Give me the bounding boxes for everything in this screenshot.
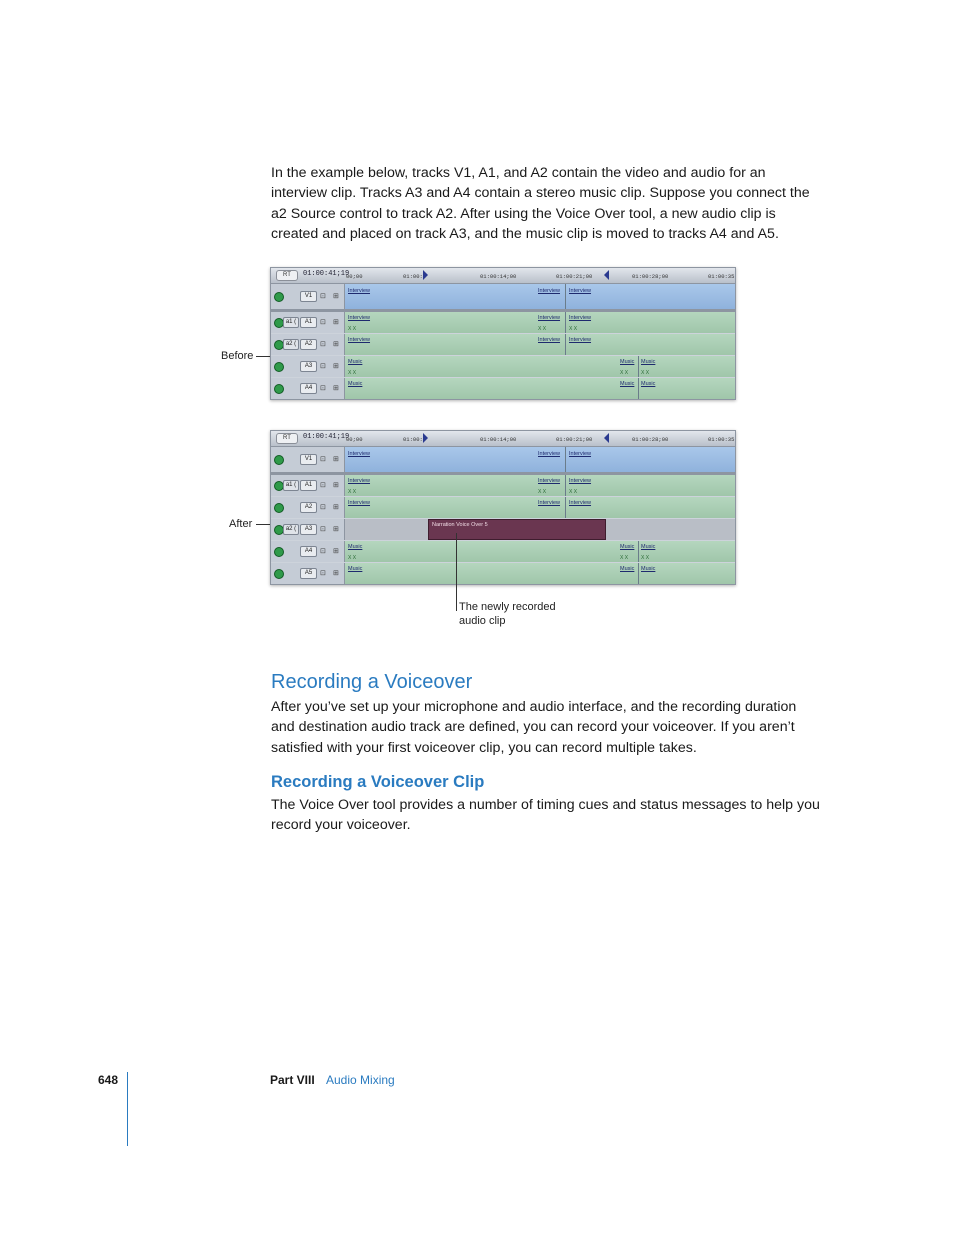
subsection-paragraph bbox=[271, 795, 841, 836]
clip-interview[interactable]: Interview bbox=[538, 478, 561, 484]
auto-select-icon[interactable]: ⊞ bbox=[333, 293, 339, 300]
auto-select-icon[interactable]: ⊞ bbox=[333, 526, 339, 533]
new-clip-callout bbox=[459, 600, 556, 628]
edit-point[interactable] bbox=[638, 356, 639, 377]
clip-interview[interactable]: Interview bbox=[538, 315, 561, 321]
destination-control[interactable]: A4 bbox=[300, 546, 317, 557]
clip-music[interactable]: Music bbox=[641, 566, 656, 572]
before-leader-line bbox=[256, 356, 271, 357]
clip-music[interactable]: Music bbox=[620, 359, 635, 365]
clip-interview[interactable]: Interview bbox=[348, 478, 371, 484]
sync-marks: X X bbox=[620, 370, 629, 376]
footer-rule bbox=[127, 1072, 128, 1146]
ruler-label: 01:00:35 bbox=[708, 273, 735, 280]
lock-icon[interactable]: ⊡ bbox=[320, 548, 326, 555]
track-patch-panel bbox=[271, 563, 345, 584]
rt-button[interactable]: RT bbox=[276, 270, 298, 281]
track-patch-panel bbox=[271, 447, 345, 472]
timeline-after bbox=[270, 430, 736, 585]
clip-interview[interactable]: Interview bbox=[348, 500, 371, 506]
track-a1 bbox=[271, 312, 735, 333]
ruler-label: 01:00:35 bbox=[708, 436, 735, 443]
ruler-label: 01:00:0 bbox=[403, 273, 427, 280]
auto-select-icon[interactable]: ⊞ bbox=[333, 570, 339, 577]
track-visibility-icon[interactable] bbox=[274, 455, 284, 465]
audio-lane bbox=[345, 334, 735, 355]
track-v1 bbox=[271, 284, 735, 309]
clip-interview[interactable]: Interview bbox=[348, 288, 371, 294]
clip-music[interactable]: Music bbox=[620, 381, 635, 387]
intro-line-4: created and placed on track A3, and the music clip is moved to tracks A4 and A5. bbox=[271, 225, 779, 242]
intro-line-2: interview clip. Tracks A3 and A4 contain a stereo music clip. Suppose you connect the bbox=[271, 185, 810, 202]
page-number: 648 bbox=[98, 1073, 119, 1087]
destination-control[interactable]: A2 bbox=[300, 502, 317, 513]
sync-marks: X X bbox=[538, 326, 547, 332]
auto-select-icon[interactable]: ⊞ bbox=[333, 504, 339, 511]
sync-marks: X X bbox=[348, 370, 357, 376]
track-a5 bbox=[271, 563, 735, 584]
section-line-2: and destination audio track are defined, you can record your voiceover. If you aren’t bbox=[271, 719, 795, 736]
destination-control[interactable]: V1 bbox=[300, 454, 317, 465]
section-line-1: After you’ve set up your microphone and audio interface, and the recording duration bbox=[271, 699, 797, 715]
sync-marks: X X bbox=[641, 555, 650, 561]
ruler-label: 01:00:28;00 bbox=[632, 273, 669, 280]
clip-interview[interactable]: Interview bbox=[538, 288, 561, 294]
destination-control[interactable]: A5 bbox=[300, 568, 317, 579]
new-clip-callout-line-2: audio clip bbox=[459, 615, 506, 627]
destination-control[interactable]: A3 bbox=[300, 524, 317, 535]
after-label: After bbox=[229, 518, 253, 530]
auto-select-icon[interactable]: ⊞ bbox=[333, 319, 339, 326]
audio-lane bbox=[345, 541, 735, 562]
clip-interview[interactable]: Interview bbox=[569, 478, 592, 484]
video-lane bbox=[345, 284, 735, 309]
lock-icon[interactable]: ⊡ bbox=[320, 456, 326, 463]
lock-icon[interactable]: ⊡ bbox=[320, 570, 326, 577]
intro-paragraph bbox=[271, 163, 831, 244]
track-a2 bbox=[271, 497, 735, 518]
ruler-label: 00;00 bbox=[346, 273, 363, 280]
section-heading: Recording a Voiceover bbox=[271, 671, 473, 693]
track-audible-icon[interactable] bbox=[274, 362, 284, 372]
ruler-label: 01:00:14;00 bbox=[480, 273, 517, 280]
ruler-label: 01:00:21;00 bbox=[556, 273, 593, 280]
clip-music[interactable]: Music bbox=[641, 381, 656, 387]
section-paragraph bbox=[271, 697, 831, 758]
lock-icon[interactable]: ⊡ bbox=[320, 385, 326, 392]
lock-icon[interactable]: ⊡ bbox=[320, 482, 326, 489]
track-patch-panel bbox=[271, 519, 345, 540]
audio-lane bbox=[345, 356, 735, 377]
track-patch-panel bbox=[271, 356, 345, 377]
track-audible-icon[interactable] bbox=[274, 503, 284, 513]
clip-music[interactable]: Music bbox=[348, 544, 363, 550]
edit-point[interactable] bbox=[638, 378, 639, 399]
source-control[interactable]: a2 ( bbox=[283, 524, 299, 535]
track-patch-panel bbox=[271, 497, 345, 518]
auto-select-icon[interactable]: ⊞ bbox=[333, 385, 339, 392]
track-a4 bbox=[271, 378, 735, 399]
sync-marks: X X bbox=[569, 326, 578, 332]
edit-point[interactable] bbox=[565, 475, 566, 496]
clip-music[interactable]: Music bbox=[641, 544, 656, 550]
lock-icon[interactable]: ⊡ bbox=[320, 526, 326, 533]
clip-interview[interactable]: Interview bbox=[569, 337, 592, 343]
clip-interview[interactable]: Interview bbox=[569, 315, 592, 321]
playhead-icon[interactable] bbox=[423, 270, 428, 280]
track-a2 bbox=[271, 334, 735, 355]
edit-point[interactable] bbox=[565, 447, 566, 472]
subsection-line-1: The Voice Over tool provides a number of timing cues and status messages to help you bbox=[271, 797, 820, 813]
source-control[interactable]: a2 ( bbox=[283, 339, 299, 350]
clip-interview[interactable]: Interview bbox=[348, 315, 371, 321]
track-patch-panel bbox=[271, 475, 345, 496]
new-voiceover-clip[interactable] bbox=[428, 519, 606, 540]
clip-music[interactable]: Music bbox=[620, 566, 635, 572]
source-control[interactable]: a1 ( bbox=[283, 317, 299, 328]
audio-lane bbox=[345, 312, 735, 333]
audio-lane bbox=[345, 475, 735, 496]
track-a3 bbox=[271, 356, 735, 377]
lock-icon[interactable]: ⊡ bbox=[320, 293, 326, 300]
clip-interview[interactable]: Interview bbox=[569, 500, 592, 506]
sync-marks: X X bbox=[348, 489, 357, 495]
timeline-ruler bbox=[271, 268, 735, 284]
auto-select-icon[interactable]: ⊞ bbox=[333, 341, 339, 348]
intro-line-3: a2 Source control to track A2. After using the Voice Over tool, a new audio clip is bbox=[271, 205, 776, 222]
sync-marks: X X bbox=[641, 370, 650, 376]
out-point-icon[interactable] bbox=[604, 270, 609, 280]
audio-lane bbox=[345, 563, 735, 584]
clip-music[interactable]: Music bbox=[348, 359, 363, 365]
destination-control[interactable]: A1 bbox=[300, 317, 317, 328]
lock-icon[interactable]: ⊡ bbox=[320, 341, 326, 348]
track-a4 bbox=[271, 541, 735, 562]
track-a1 bbox=[271, 475, 735, 496]
destination-control[interactable]: A1 bbox=[300, 480, 317, 491]
clip-interview[interactable]: Interview bbox=[569, 451, 592, 457]
track-patch-panel bbox=[271, 312, 345, 333]
ruler-label: 01:00:28;00 bbox=[632, 436, 669, 443]
track-patch-panel bbox=[271, 541, 345, 562]
destination-control[interactable]: A4 bbox=[300, 383, 317, 394]
auto-select-icon[interactable]: ⊞ bbox=[333, 363, 339, 370]
track-a3 bbox=[271, 519, 735, 540]
lock-icon[interactable]: ⊡ bbox=[320, 504, 326, 511]
ruler-label: 01:00:21;00 bbox=[556, 436, 593, 443]
audio-lane bbox=[345, 497, 735, 518]
track-patch-panel bbox=[271, 378, 345, 399]
timecode-display: 01:00:41;19 bbox=[303, 433, 350, 441]
subsection-line-2: record your voiceover. bbox=[271, 817, 411, 834]
sync-marks: X X bbox=[620, 555, 629, 561]
track-audible-icon[interactable] bbox=[274, 569, 284, 579]
ruler-label: 01:00:14;00 bbox=[480, 436, 517, 443]
track-v1 bbox=[271, 447, 735, 472]
ruler-label: 01:00:0 bbox=[403, 436, 427, 443]
before-label: Before bbox=[221, 350, 254, 362]
track-audible-icon[interactable] bbox=[274, 384, 284, 394]
footer-part: Part VIII bbox=[270, 1073, 315, 1087]
timecode-display: 01:00:41;19 bbox=[303, 270, 350, 278]
auto-select-icon[interactable]: ⊞ bbox=[333, 548, 339, 555]
new-clip-leader-line bbox=[456, 533, 457, 611]
track-visibility-icon[interactable] bbox=[274, 292, 284, 302]
playhead-icon[interactable] bbox=[423, 433, 428, 443]
track-audible-icon[interactable] bbox=[274, 547, 284, 557]
timeline-ruler bbox=[271, 431, 735, 447]
destination-control[interactable]: A2 bbox=[300, 339, 317, 350]
timeline-before bbox=[270, 267, 736, 400]
clip-music[interactable]: Music bbox=[348, 381, 363, 387]
sync-marks: X X bbox=[348, 326, 357, 332]
clip-interview[interactable]: Interview bbox=[348, 337, 371, 343]
track-patch-panel bbox=[271, 334, 345, 355]
auto-select-icon[interactable]: ⊞ bbox=[333, 456, 339, 463]
new-clip-name: Narration Voice Over 5 bbox=[432, 522, 488, 528]
destination-control[interactable]: V1 bbox=[300, 291, 317, 302]
intro-line-1: In the example below, tracks V1, A1, and A2 contain the video and audio for an bbox=[271, 165, 766, 181]
after-leader-line bbox=[256, 524, 271, 525]
edit-point[interactable] bbox=[565, 284, 566, 309]
lock-icon[interactable]: ⊡ bbox=[320, 363, 326, 370]
clip-interview[interactable]: Interview bbox=[538, 451, 561, 457]
sync-marks: X X bbox=[538, 489, 547, 495]
audio-lane bbox=[345, 378, 735, 399]
lock-icon[interactable]: ⊡ bbox=[320, 319, 326, 326]
sync-marks: X X bbox=[348, 555, 357, 561]
new-clip-callout-line-1: The newly recorded bbox=[459, 601, 556, 613]
out-point-icon[interactable] bbox=[604, 433, 609, 443]
section-line-3: satisfied with your first voiceover clip, you can record multiple takes. bbox=[271, 739, 697, 756]
clip-music[interactable]: Music bbox=[620, 544, 635, 550]
edit-point[interactable] bbox=[565, 334, 566, 355]
ruler-label: 00;00 bbox=[346, 436, 363, 443]
edit-point[interactable] bbox=[565, 497, 566, 518]
sync-marks: X X bbox=[569, 489, 578, 495]
clip-interview[interactable]: Interview bbox=[348, 451, 371, 457]
subsection-heading: Recording a Voiceover Clip bbox=[271, 773, 485, 791]
destination-control[interactable]: A3 bbox=[300, 361, 317, 372]
clip-interview[interactable]: Interview bbox=[538, 500, 561, 506]
clip-music[interactable]: Music bbox=[348, 566, 363, 572]
edit-point[interactable] bbox=[638, 563, 639, 584]
audio-lane bbox=[345, 519, 735, 540]
edit-point[interactable] bbox=[565, 312, 566, 333]
rt-button[interactable]: RT bbox=[276, 433, 298, 444]
video-lane bbox=[345, 447, 735, 472]
clip-interview[interactable]: Interview bbox=[569, 288, 592, 294]
clip-interview[interactable]: Interview bbox=[538, 337, 561, 343]
track-patch-panel bbox=[271, 284, 345, 309]
auto-select-icon[interactable]: ⊞ bbox=[333, 482, 339, 489]
source-control[interactable]: a1 ( bbox=[283, 480, 299, 491]
edit-point[interactable] bbox=[638, 541, 639, 562]
clip-music[interactable]: Music bbox=[641, 359, 656, 365]
footer-chapter: Audio Mixing bbox=[326, 1073, 395, 1087]
